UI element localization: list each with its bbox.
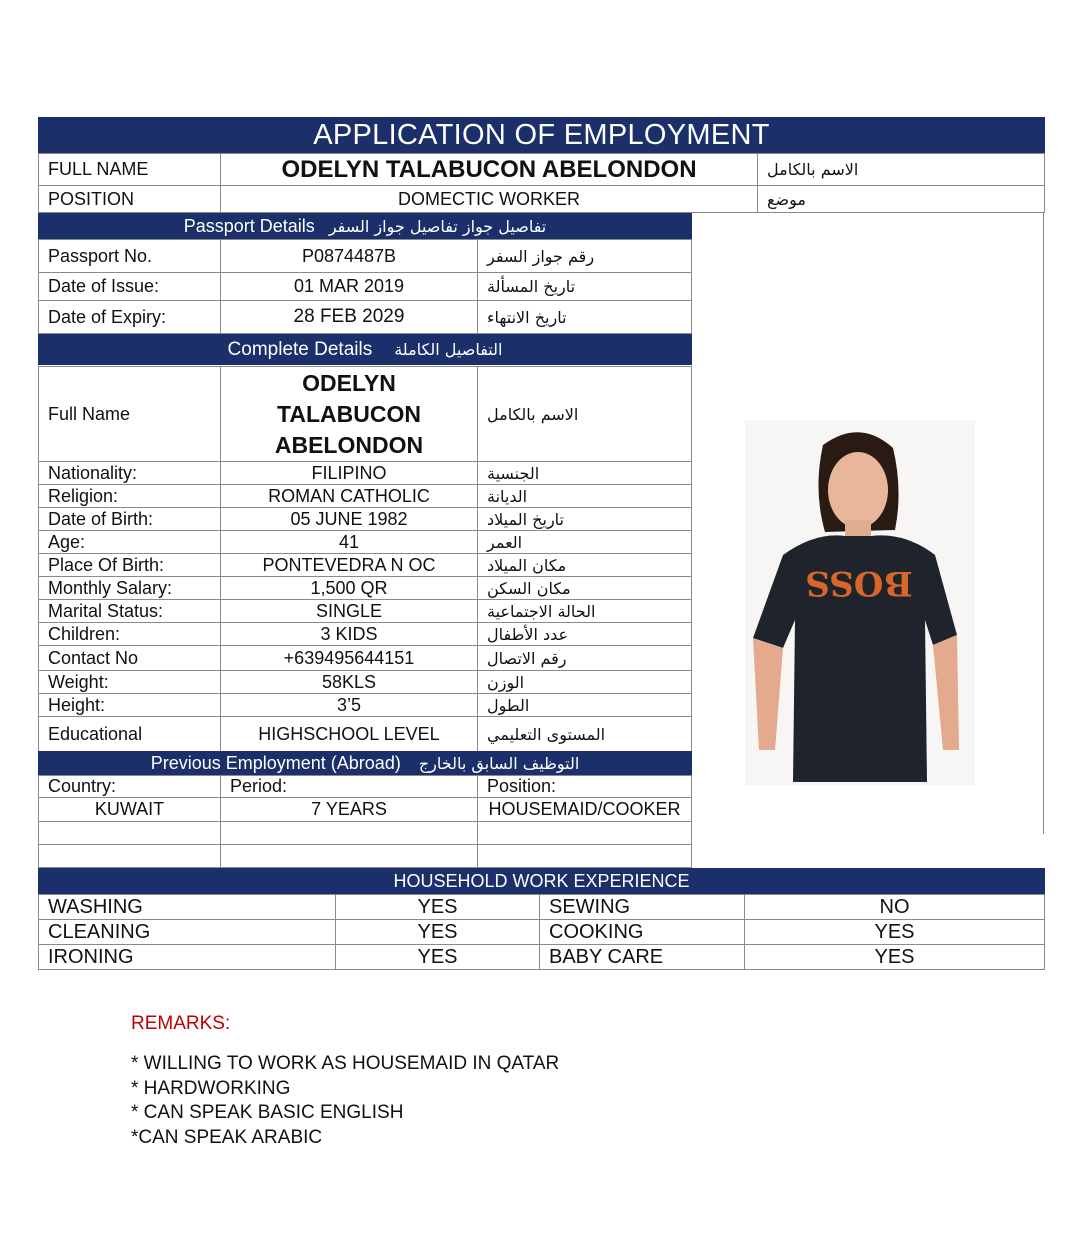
position-value: DOMECTIC WORKER [220, 185, 758, 213]
remark-item: *CAN SPEAK ARABIC [131, 1126, 323, 1148]
passport-row-arabic: رقم جواز السفر [477, 239, 692, 273]
household-value: YES [744, 919, 1045, 945]
detail-row-arabic: الطول [477, 693, 692, 717]
remark-item: * HARDWORKING [131, 1077, 291, 1099]
full-name-value: ODELYN TALABUCON ABELONDON [220, 153, 758, 186]
household-skill: SEWING [539, 894, 745, 920]
position-arabic: موضع [757, 185, 1045, 213]
prev-empty-cell [477, 844, 692, 868]
detail-row-value: 3’5 [220, 693, 478, 717]
detail-row-label: Weight: [38, 670, 221, 694]
detail-row-label: Educational [38, 716, 221, 752]
household-value: YES [335, 894, 540, 920]
prev-empty-cell [477, 821, 692, 845]
prev-empty-cell [220, 821, 478, 845]
photo-frame-line [1043, 212, 1044, 834]
applicant-photo-figure [745, 420, 975, 785]
detail-row-label: Height: [38, 693, 221, 717]
prev-country-value: KUWAIT [38, 797, 221, 822]
detail-full-name-arabic: الاسم بالكامل [477, 366, 692, 462]
household-value: YES [335, 944, 540, 970]
passport-row-value: 28 FEB 2029 [220, 300, 478, 334]
detail-row-label: Place Of Birth: [38, 553, 221, 577]
passport-row-label: Date of Issue: [38, 272, 221, 301]
household-skill: BABY CARE [539, 944, 745, 970]
household-value: NO [744, 894, 1045, 920]
passport-section-title: Passport Details [183, 215, 315, 236]
prev-position-value: HOUSEMAID/COOKER [477, 797, 692, 822]
detail-row-label: Religion: [38, 484, 221, 508]
prev-country-header: Country: [38, 775, 221, 798]
complete-section-bar [38, 334, 692, 365]
remark-item: * WILLING TO WORK AS HOUSEMAID IN QATAR [131, 1053, 560, 1074]
previous-section-title: Previous Employment (Abroad) [150, 752, 401, 773]
passport-section-title-arabic: تفاصيل جواز تفاصيل جواز السفر [328, 216, 547, 236]
detail-full-name-value: ODELYN TALABUCON ABELONDON [220, 366, 478, 462]
detail-row-arabic: الوزن [477, 670, 692, 694]
previous-section-title-arabic: التوظيف السابق بالخارج [418, 753, 580, 773]
position-label: POSITION [38, 185, 221, 213]
passport-section-bar [38, 213, 692, 239]
household-skill: IRONING [38, 944, 336, 970]
title-bar [38, 117, 1045, 153]
detail-row-arabic: المستوى التعليمي [477, 716, 692, 752]
complete-section-title: Complete Details [227, 338, 373, 360]
detail-row-value: ROMAN CATHOLIC [220, 484, 478, 508]
remarks-title: REMARKS: [131, 1013, 231, 1034]
passport-row-value: 01 MAR 2019 [220, 272, 478, 301]
previous-section-bar [38, 751, 692, 775]
passport-row-label: Date of Expiry: [38, 300, 221, 334]
passport-row-label: Passport No. [38, 239, 221, 273]
detail-row-label: Children: [38, 622, 221, 646]
detail-row-arabic: تاريخ الميلاد [477, 507, 692, 531]
detail-row-label: Monthly Salary: [38, 576, 221, 600]
detail-row-arabic: رقم الاتصال [477, 645, 692, 671]
detail-row-arabic: الديانة [477, 484, 692, 508]
prev-empty-cell [38, 844, 221, 868]
passport-row-arabic: تاريخ الانتهاء [477, 300, 692, 334]
passport-row-arabic: تاريخ المسألة [477, 272, 692, 301]
page-title: APPLICATION OF EMPLOYMENT [313, 118, 770, 151]
detail-row-arabic: مكان السكن [477, 576, 692, 600]
svg-text:BOSS: BOSS [805, 563, 913, 603]
detail-row-value: HIGHSCHOOL LEVEL [220, 716, 478, 752]
household-value: YES [335, 919, 540, 945]
remark-item: * CAN SPEAK BASIC ENGLISH [131, 1102, 404, 1123]
detail-row-value: 41 [220, 530, 478, 554]
applicant-photo [745, 420, 975, 785]
prev-empty-cell [38, 821, 221, 845]
complete-section-title-arabic: التفاصيل الكاملة [394, 340, 503, 359]
detail-row-label: Nationality: [38, 461, 221, 485]
household-skill: WASHING [38, 894, 336, 920]
detail-row-value: 05 JUNE 1982 [220, 507, 478, 531]
passport-row-value: P0874487B [220, 239, 478, 273]
household-value: YES [744, 944, 1045, 970]
detail-row-value: SINGLE [220, 599, 478, 623]
household-section-title: HOUSEHOLD WORK EXPERIENCE [393, 870, 690, 891]
detail-row-label: Contact No [38, 645, 221, 671]
detail-row-label: Age: [38, 530, 221, 554]
household-section-bar [38, 868, 1045, 894]
detail-row-value: FILIPINO [220, 461, 478, 485]
detail-row-arabic: الحالة الاجتماعية [477, 599, 692, 623]
full-name-arabic: الاسم بالكامل [757, 153, 1045, 186]
prev-empty-cell [220, 844, 478, 868]
detail-row-arabic: مكان الميلاد [477, 553, 692, 577]
detail-full-name-label: Full Name [38, 366, 221, 462]
household-skill: COOKING [539, 919, 745, 945]
detail-row-arabic: الجنسية [477, 461, 692, 485]
detail-row-value: PONTEVEDRA N OC [220, 553, 478, 577]
detail-row-value: 58KLS [220, 670, 478, 694]
detail-row-value: 3 KIDS [220, 622, 478, 646]
prev-period-header: Period: [220, 775, 478, 798]
detail-row-label: Date of Birth: [38, 507, 221, 531]
household-skill: CLEANING [38, 919, 336, 945]
remarks-list [131, 1052, 559, 1150]
prev-period-value: 7 YEARS [220, 797, 478, 822]
detail-row-value: 1,500 QR [220, 576, 478, 600]
prev-position-header: Position: [477, 775, 692, 798]
detail-row-label: Marital Status: [38, 599, 221, 623]
detail-row-value: +639495644151 [220, 645, 478, 671]
detail-row-arabic: العمر [477, 530, 692, 554]
detail-row-arabic: عدد الأطفال [477, 622, 692, 646]
full-name-label: FULL NAME [38, 153, 221, 186]
